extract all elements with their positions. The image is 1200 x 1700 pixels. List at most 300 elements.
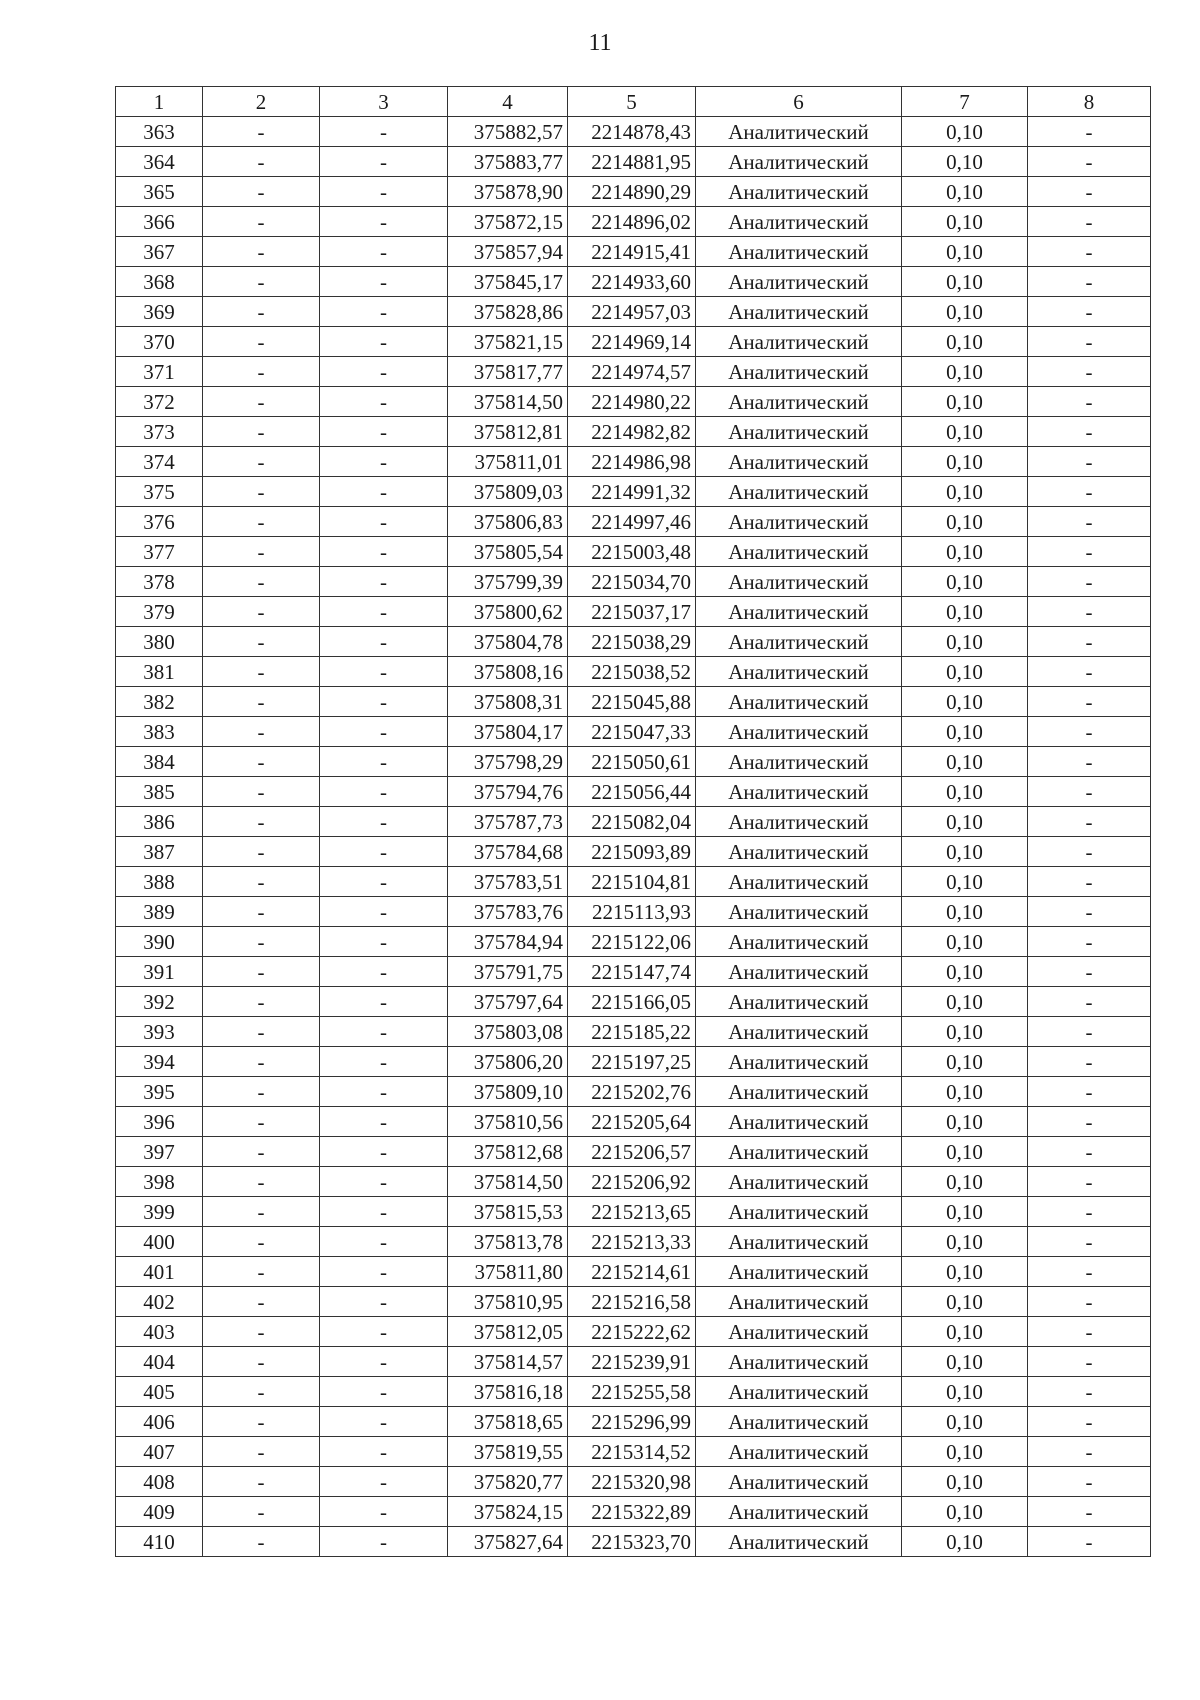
col3-cell: - [320, 417, 448, 447]
y-coordinate-cell: 2215202,76 [568, 1077, 696, 1107]
col3-cell: - [320, 1167, 448, 1197]
point-number-cell: 380 [116, 627, 203, 657]
y-coordinate-cell: 2214969,14 [568, 327, 696, 357]
col2-cell: - [203, 297, 320, 327]
point-number-cell: 387 [116, 837, 203, 867]
x-coordinate-cell: 375803,08 [448, 1017, 568, 1047]
method-cell: Аналитический [696, 597, 902, 627]
table-row [116, 1257, 1151, 1287]
table-row [116, 237, 1151, 267]
method-cell: Аналитический [696, 267, 902, 297]
col3-cell: - [320, 177, 448, 207]
method-cell: Аналитический [696, 837, 902, 867]
method-cell: Аналитический [696, 357, 902, 387]
accuracy-cell: 0,10 [902, 567, 1028, 597]
table-row [116, 1167, 1151, 1197]
table-row [116, 1407, 1151, 1437]
accuracy-cell: 0,10 [902, 237, 1028, 267]
column-header-2: 2 [203, 87, 320, 117]
method-cell: Аналитический [696, 1497, 902, 1527]
point-number-cell: 403 [116, 1317, 203, 1347]
col2-cell: - [203, 747, 320, 777]
x-coordinate-cell: 375784,68 [448, 837, 568, 867]
col8-cell: - [1028, 567, 1151, 597]
col2-cell: - [203, 1197, 320, 1227]
point-number-cell: 394 [116, 1047, 203, 1077]
table-row [116, 1197, 1151, 1227]
col8-cell: - [1028, 177, 1151, 207]
col8-cell: - [1028, 477, 1151, 507]
col3-cell: - [320, 1437, 448, 1467]
x-coordinate-cell: 375857,94 [448, 237, 568, 267]
table-row [116, 987, 1151, 1017]
col8-cell: - [1028, 1407, 1151, 1437]
x-coordinate-cell: 375820,77 [448, 1467, 568, 1497]
accuracy-cell: 0,10 [902, 1377, 1028, 1407]
y-coordinate-cell: 2215213,65 [568, 1197, 696, 1227]
col2-cell: - [203, 207, 320, 237]
method-cell: Аналитический [696, 627, 902, 657]
accuracy-cell: 0,10 [902, 987, 1028, 1017]
x-coordinate-cell: 375810,56 [448, 1107, 568, 1137]
accuracy-cell: 0,10 [902, 747, 1028, 777]
point-number-cell: 406 [116, 1407, 203, 1437]
accuracy-cell: 0,10 [902, 1077, 1028, 1107]
method-cell: Аналитический [696, 417, 902, 447]
y-coordinate-cell: 2215122,06 [568, 927, 696, 957]
y-coordinate-cell: 2214881,95 [568, 147, 696, 177]
table-row [116, 687, 1151, 717]
method-cell: Аналитический [696, 897, 902, 927]
col3-cell: - [320, 477, 448, 507]
accuracy-cell: 0,10 [902, 1497, 1028, 1527]
col2-cell: - [203, 1047, 320, 1077]
col2-cell: - [203, 1437, 320, 1467]
y-coordinate-cell: 2215034,70 [568, 567, 696, 597]
x-coordinate-cell: 375812,81 [448, 417, 568, 447]
col3-cell: - [320, 717, 448, 747]
col3-cell: - [320, 747, 448, 777]
method-cell: Аналитический [696, 297, 902, 327]
x-coordinate-cell: 375878,90 [448, 177, 568, 207]
y-coordinate-cell: 2215214,61 [568, 1257, 696, 1287]
col2-cell: - [203, 327, 320, 357]
accuracy-cell: 0,10 [902, 627, 1028, 657]
col3-cell: - [320, 927, 448, 957]
x-coordinate-cell: 375783,76 [448, 897, 568, 927]
col2-cell: - [203, 1347, 320, 1377]
method-cell: Аналитический [696, 207, 902, 237]
col8-cell: - [1028, 1347, 1151, 1377]
col2-cell: - [203, 447, 320, 477]
col3-cell: - [320, 117, 448, 147]
table-row [116, 897, 1151, 927]
header-row [116, 87, 1151, 117]
y-coordinate-cell: 2215185,22 [568, 1017, 696, 1047]
col3-cell: - [320, 567, 448, 597]
col2-cell: - [203, 417, 320, 447]
x-coordinate-cell: 375821,15 [448, 327, 568, 357]
point-number-cell: 365 [116, 177, 203, 207]
col8-cell: - [1028, 987, 1151, 1017]
point-number-cell: 390 [116, 927, 203, 957]
col2-cell: - [203, 537, 320, 567]
table-row [116, 537, 1151, 567]
table-row [116, 837, 1151, 867]
point-number-cell: 383 [116, 717, 203, 747]
table-row [116, 1347, 1151, 1377]
point-number-cell: 391 [116, 957, 203, 987]
y-coordinate-cell: 2214986,98 [568, 447, 696, 477]
accuracy-cell: 0,10 [902, 357, 1028, 387]
x-coordinate-cell: 375816,18 [448, 1377, 568, 1407]
method-cell: Аналитический [696, 507, 902, 537]
method-cell: Аналитический [696, 717, 902, 747]
method-cell: Аналитический [696, 867, 902, 897]
col3-cell: - [320, 1407, 448, 1437]
table-row [116, 117, 1151, 147]
table-row [116, 1527, 1151, 1557]
col2-cell: - [203, 867, 320, 897]
y-coordinate-cell: 2214980,22 [568, 387, 696, 417]
accuracy-cell: 0,10 [902, 1197, 1028, 1227]
col3-cell: - [320, 1287, 448, 1317]
x-coordinate-cell: 375811,80 [448, 1257, 568, 1287]
point-number-cell: 395 [116, 1077, 203, 1107]
accuracy-cell: 0,10 [902, 537, 1028, 567]
y-coordinate-cell: 2215047,33 [568, 717, 696, 747]
col3-cell: - [320, 537, 448, 567]
col8-cell: - [1028, 117, 1151, 147]
point-number-cell: 372 [116, 387, 203, 417]
col3-cell: - [320, 657, 448, 687]
accuracy-cell: 0,10 [902, 927, 1028, 957]
table-row [116, 1047, 1151, 1077]
x-coordinate-cell: 375800,62 [448, 597, 568, 627]
x-coordinate-cell: 375808,16 [448, 657, 568, 687]
accuracy-cell: 0,10 [902, 687, 1028, 717]
col3-cell: - [320, 387, 448, 417]
method-cell: Аналитический [696, 1047, 902, 1077]
col3-cell: - [320, 1347, 448, 1377]
method-cell: Аналитический [696, 1407, 902, 1437]
table-row [116, 1317, 1151, 1347]
point-number-cell: 381 [116, 657, 203, 687]
accuracy-cell: 0,10 [902, 1467, 1028, 1497]
y-coordinate-cell: 2214974,57 [568, 357, 696, 387]
point-number-cell: 396 [116, 1107, 203, 1137]
col8-cell: - [1028, 1287, 1151, 1317]
col2-cell: - [203, 1107, 320, 1137]
col3-cell: - [320, 867, 448, 897]
table-row [116, 147, 1151, 177]
x-coordinate-cell: 375827,64 [448, 1527, 568, 1557]
x-coordinate-cell: 375812,05 [448, 1317, 568, 1347]
table-row [116, 957, 1151, 987]
point-number-cell: 371 [116, 357, 203, 387]
point-number-cell: 399 [116, 1197, 203, 1227]
y-coordinate-cell: 2215166,05 [568, 987, 696, 1017]
col3-cell: - [320, 777, 448, 807]
col2-cell: - [203, 1497, 320, 1527]
col2-cell: - [203, 1407, 320, 1437]
x-coordinate-cell: 375872,15 [448, 207, 568, 237]
col2-cell: - [203, 1317, 320, 1347]
method-cell: Аналитический [696, 1257, 902, 1287]
point-number-cell: 373 [116, 417, 203, 447]
col3-cell: - [320, 237, 448, 267]
method-cell: Аналитический [696, 117, 902, 147]
accuracy-cell: 0,10 [902, 717, 1028, 747]
y-coordinate-cell: 2215056,44 [568, 777, 696, 807]
page-number: 11 [588, 30, 612, 56]
table-row [116, 777, 1151, 807]
method-cell: Аналитический [696, 177, 902, 207]
col3-cell: - [320, 957, 448, 987]
col8-cell: - [1028, 1467, 1151, 1497]
col8-cell: - [1028, 387, 1151, 417]
column-header-6: 6 [696, 87, 902, 117]
col8-cell: - [1028, 1107, 1151, 1137]
point-number-cell: 407 [116, 1437, 203, 1467]
y-coordinate-cell: 2215104,81 [568, 867, 696, 897]
method-cell: Аналитический [696, 957, 902, 987]
col2-cell: - [203, 927, 320, 957]
x-coordinate-cell: 375811,01 [448, 447, 568, 477]
method-cell: Аналитический [696, 687, 902, 717]
x-coordinate-cell: 375799,39 [448, 567, 568, 597]
col3-cell: - [320, 1377, 448, 1407]
table-row [116, 657, 1151, 687]
method-cell: Аналитический [696, 1317, 902, 1347]
col3-cell: - [320, 267, 448, 297]
x-coordinate-cell: 375809,03 [448, 477, 568, 507]
col2-cell: - [203, 357, 320, 387]
table-row [116, 207, 1151, 237]
accuracy-cell: 0,10 [902, 657, 1028, 687]
y-coordinate-cell: 2215255,58 [568, 1377, 696, 1407]
table-row [116, 267, 1151, 297]
x-coordinate-cell: 375797,64 [448, 987, 568, 1017]
col8-cell: - [1028, 507, 1151, 537]
col2-cell: - [203, 897, 320, 927]
method-cell: Аналитический [696, 1077, 902, 1107]
method-cell: Аналитический [696, 1107, 902, 1137]
col2-cell: - [203, 1527, 320, 1557]
method-cell: Аналитический [696, 477, 902, 507]
col3-cell: - [320, 357, 448, 387]
col2-cell: - [203, 717, 320, 747]
column-header-3: 3 [320, 87, 448, 117]
table-row [116, 1497, 1151, 1527]
col8-cell: - [1028, 1017, 1151, 1047]
table-row [116, 387, 1151, 417]
y-coordinate-cell: 2214890,29 [568, 177, 696, 207]
y-coordinate-cell: 2215296,99 [568, 1407, 696, 1437]
y-coordinate-cell: 2215050,61 [568, 747, 696, 777]
col8-cell: - [1028, 837, 1151, 867]
y-coordinate-cell: 2214915,41 [568, 237, 696, 267]
method-cell: Аналитический [696, 1347, 902, 1377]
col8-cell: - [1028, 537, 1151, 567]
col3-cell: - [320, 447, 448, 477]
col3-cell: - [320, 1227, 448, 1257]
x-coordinate-cell: 375814,50 [448, 387, 568, 417]
x-coordinate-cell: 375784,94 [448, 927, 568, 957]
col2-cell: - [203, 1137, 320, 1167]
method-cell: Аналитический [696, 1137, 902, 1167]
col8-cell: - [1028, 1497, 1151, 1527]
table-row [116, 477, 1151, 507]
accuracy-cell: 0,10 [902, 777, 1028, 807]
table-row [116, 1017, 1151, 1047]
col8-cell: - [1028, 1317, 1151, 1347]
point-number-cell: 369 [116, 297, 203, 327]
column-header-1: 1 [116, 87, 203, 117]
col2-cell: - [203, 1377, 320, 1407]
col8-cell: - [1028, 1077, 1151, 1107]
col3-cell: - [320, 807, 448, 837]
point-number-cell: 368 [116, 267, 203, 297]
point-number-cell: 389 [116, 897, 203, 927]
point-number-cell: 385 [116, 777, 203, 807]
col2-cell: - [203, 507, 320, 537]
accuracy-cell: 0,10 [902, 867, 1028, 897]
coordinates-table [115, 86, 1151, 1557]
method-cell: Аналитический [696, 387, 902, 417]
accuracy-cell: 0,10 [902, 1437, 1028, 1467]
column-header-4: 4 [448, 87, 568, 117]
accuracy-cell: 0,10 [902, 597, 1028, 627]
method-cell: Аналитический [696, 1467, 902, 1497]
table-row [116, 747, 1151, 777]
method-cell: Аналитический [696, 147, 902, 177]
accuracy-cell: 0,10 [902, 267, 1028, 297]
table-row [116, 1287, 1151, 1317]
point-number-cell: 400 [116, 1227, 203, 1257]
accuracy-cell: 0,10 [902, 837, 1028, 867]
col3-cell: - [320, 1017, 448, 1047]
table-row [116, 867, 1151, 897]
col2-cell: - [203, 957, 320, 987]
y-coordinate-cell: 2215320,98 [568, 1467, 696, 1497]
point-number-cell: 398 [116, 1167, 203, 1197]
method-cell: Аналитический [696, 657, 902, 687]
y-coordinate-cell: 2214933,60 [568, 267, 696, 297]
col8-cell: - [1028, 237, 1151, 267]
point-number-cell: 405 [116, 1377, 203, 1407]
x-coordinate-cell: 375815,53 [448, 1197, 568, 1227]
col8-cell: - [1028, 297, 1151, 327]
table-row [116, 1467, 1151, 1497]
col3-cell: - [320, 597, 448, 627]
x-coordinate-cell: 375783,51 [448, 867, 568, 897]
col8-cell: - [1028, 417, 1151, 447]
table-row [116, 597, 1151, 627]
col8-cell: - [1028, 897, 1151, 927]
col2-cell: - [203, 657, 320, 687]
col3-cell: - [320, 1467, 448, 1497]
col2-cell: - [203, 627, 320, 657]
col2-cell: - [203, 1167, 320, 1197]
accuracy-cell: 0,10 [902, 507, 1028, 537]
column-header-5: 5 [568, 87, 696, 117]
y-coordinate-cell: 2214896,02 [568, 207, 696, 237]
y-coordinate-cell: 2215206,57 [568, 1137, 696, 1167]
col2-cell: - [203, 1287, 320, 1317]
col8-cell: - [1028, 1437, 1151, 1467]
y-coordinate-cell: 2215003,48 [568, 537, 696, 567]
y-coordinate-cell: 2215093,89 [568, 837, 696, 867]
accuracy-cell: 0,10 [902, 207, 1028, 237]
y-coordinate-cell: 2215314,52 [568, 1437, 696, 1467]
col8-cell: - [1028, 357, 1151, 387]
method-cell: Аналитический [696, 927, 902, 957]
y-coordinate-cell: 2215113,93 [568, 897, 696, 927]
accuracy-cell: 0,10 [902, 1317, 1028, 1347]
method-cell: Аналитический [696, 1287, 902, 1317]
method-cell: Аналитический [696, 237, 902, 267]
table-row [116, 807, 1151, 837]
x-coordinate-cell: 375824,15 [448, 1497, 568, 1527]
point-number-cell: 404 [116, 1347, 203, 1377]
col2-cell: - [203, 1077, 320, 1107]
y-coordinate-cell: 2215222,62 [568, 1317, 696, 1347]
col8-cell: - [1028, 147, 1151, 177]
y-coordinate-cell: 2215323,70 [568, 1527, 696, 1557]
col2-cell: - [203, 1227, 320, 1257]
table-row [116, 507, 1151, 537]
y-coordinate-cell: 2215045,88 [568, 687, 696, 717]
col2-cell: - [203, 117, 320, 147]
col8-cell: - [1028, 207, 1151, 237]
method-cell: Аналитический [696, 1377, 902, 1407]
accuracy-cell: 0,10 [902, 1167, 1028, 1197]
y-coordinate-cell: 2215213,33 [568, 1227, 696, 1257]
accuracy-cell: 0,10 [902, 1407, 1028, 1437]
y-coordinate-cell: 2215216,58 [568, 1287, 696, 1317]
col3-cell: - [320, 1107, 448, 1137]
table-row [116, 297, 1151, 327]
method-cell: Аналитический [696, 1437, 902, 1467]
point-number-cell: 363 [116, 117, 203, 147]
x-coordinate-cell: 375812,68 [448, 1137, 568, 1167]
point-number-cell: 388 [116, 867, 203, 897]
col3-cell: - [320, 1197, 448, 1227]
y-coordinate-cell: 2215322,89 [568, 1497, 696, 1527]
col8-cell: - [1028, 327, 1151, 357]
accuracy-cell: 0,10 [902, 1227, 1028, 1257]
col8-cell: - [1028, 267, 1151, 297]
col3-cell: - [320, 297, 448, 327]
y-coordinate-cell: 2215197,25 [568, 1047, 696, 1077]
x-coordinate-cell: 375810,95 [448, 1287, 568, 1317]
col2-cell: - [203, 807, 320, 837]
x-coordinate-cell: 375798,29 [448, 747, 568, 777]
col3-cell: - [320, 897, 448, 927]
col3-cell: - [320, 987, 448, 1017]
method-cell: Аналитический [696, 1017, 902, 1047]
point-number-cell: 392 [116, 987, 203, 1017]
x-coordinate-cell: 375809,10 [448, 1077, 568, 1107]
col2-cell: - [203, 837, 320, 867]
col3-cell: - [320, 1047, 448, 1077]
column-header-8: 8 [1028, 87, 1151, 117]
col2-cell: - [203, 387, 320, 417]
accuracy-cell: 0,10 [902, 807, 1028, 837]
col2-cell: - [203, 267, 320, 297]
col8-cell: - [1028, 1227, 1151, 1257]
